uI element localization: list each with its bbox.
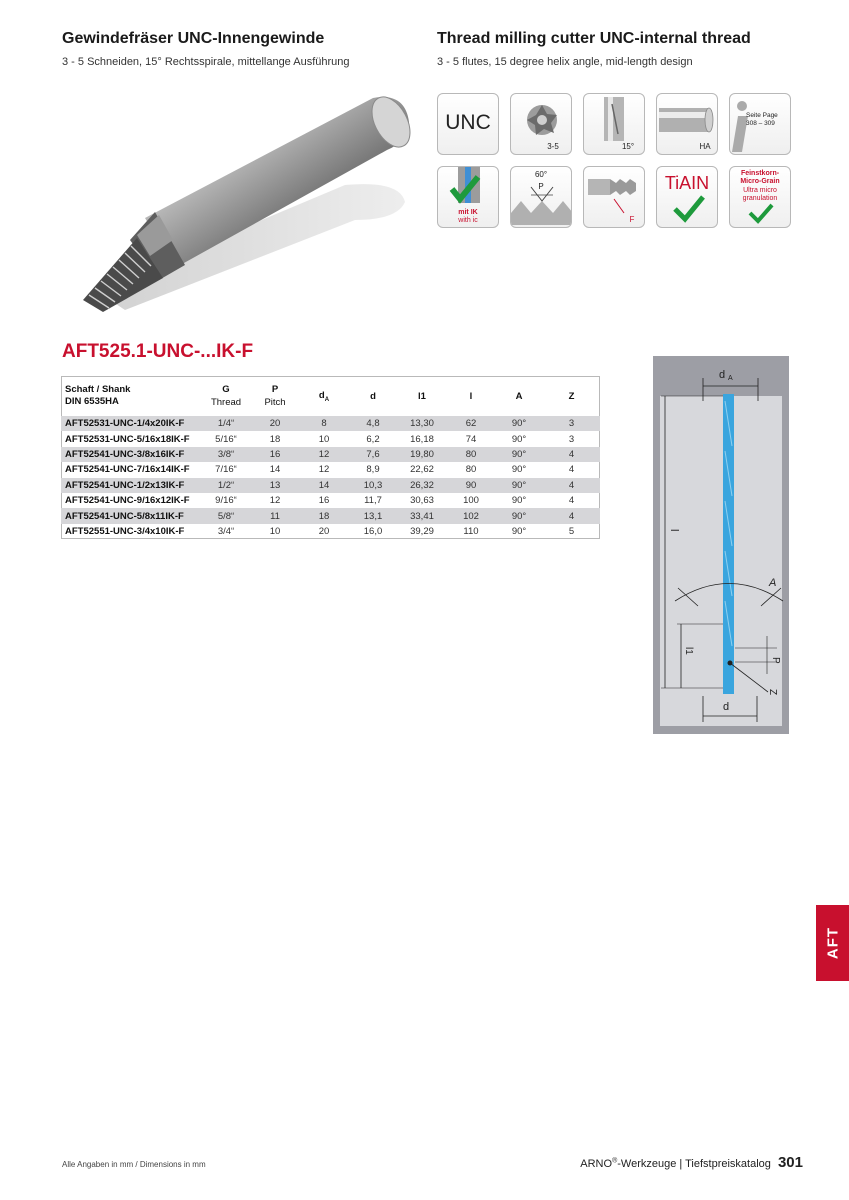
cell-z: 4 xyxy=(543,478,600,493)
angle-label: 60° xyxy=(534,170,548,179)
l-text: l xyxy=(668,529,680,532)
cell-da: 14 xyxy=(299,478,349,493)
cell-g: 5/8“ xyxy=(201,508,251,523)
da-label: d xyxy=(318,389,325,401)
grain-de-1: Feinstkorn- xyxy=(740,170,780,177)
cell-d: 8,9 xyxy=(366,464,380,476)
check-icon xyxy=(657,167,718,228)
cell-d: 6,2 xyxy=(366,433,380,445)
cell-l: 90 xyxy=(447,478,495,493)
cell-p: 13 xyxy=(251,478,299,493)
micro-grain-icon xyxy=(729,166,791,228)
cell-l1: 13,30 xyxy=(397,416,447,431)
cell-d: 11,7 xyxy=(364,495,382,507)
coating-icon xyxy=(656,166,718,228)
cell-l1: 33,41 xyxy=(397,508,447,523)
col-da xyxy=(299,376,349,416)
cell-p: 11 xyxy=(251,508,299,523)
product-code: AFT525.1-UNC-...IK-F xyxy=(62,341,254,362)
internal-coolant-icon xyxy=(437,166,499,228)
table-row xyxy=(61,447,600,462)
flutes-icon xyxy=(510,93,572,155)
cell-a: 90° xyxy=(511,464,527,476)
info-page-icon xyxy=(729,93,791,155)
cell-p: 10 xyxy=(269,525,281,537)
cell-d: 4,8 xyxy=(349,416,397,431)
cell-p: 16 xyxy=(251,447,299,462)
col-d: d xyxy=(370,390,376,402)
l1-text: l1 xyxy=(683,647,694,655)
cell-l: 102 xyxy=(447,508,495,523)
pitch-label: P xyxy=(538,182,544,191)
helix-label: 15° xyxy=(621,142,635,151)
cell-a: 90° xyxy=(511,525,527,537)
cell-z: 4 xyxy=(543,447,600,462)
cell-l1: 30,63 xyxy=(410,495,434,507)
table-header-row xyxy=(61,376,600,416)
feature-icon-grid xyxy=(437,93,792,229)
helix-angle-icon xyxy=(583,93,645,155)
pitch-label: Pitch xyxy=(264,397,286,408)
da-text: d xyxy=(719,369,726,381)
thread-mill-photo xyxy=(55,90,420,320)
section-tab-label: AFT xyxy=(824,926,841,960)
cell-z: 3 xyxy=(568,433,575,445)
cell-code: AFT52541-UNC-1/2x13IK-F xyxy=(61,478,201,493)
cell-p: 20 xyxy=(251,416,299,431)
footer-dimensions-note: Alle Angaben in mm / Dimensions in mm xyxy=(62,1160,206,1169)
thread-label: Thread xyxy=(210,397,242,408)
din-label: DIN 6535HA xyxy=(65,396,119,407)
cell-g: 3/4“ xyxy=(217,525,235,537)
cell-g: 1/2“ xyxy=(201,478,251,493)
spec-table xyxy=(61,376,600,539)
cell-g: 9/16“ xyxy=(215,495,237,507)
cell-da: 10 xyxy=(318,433,330,445)
cell-a: 90° xyxy=(495,416,543,431)
table-row xyxy=(61,416,600,431)
cell-code: AFT52541-UNC-7/16x14IK-F xyxy=(65,464,190,476)
cell-p: 14 xyxy=(269,464,281,476)
col-p xyxy=(251,376,299,416)
cell-l1: 16,18 xyxy=(410,433,434,445)
cell-d: 16,0 xyxy=(363,525,383,537)
cell-z: 4 xyxy=(568,495,575,507)
col-g xyxy=(201,376,251,416)
shank-label: Schaft / Shank xyxy=(65,384,131,395)
d-text: d xyxy=(723,701,730,713)
p-label: P xyxy=(271,384,279,395)
cell-p: 12 xyxy=(269,495,281,507)
thread-profile-icon xyxy=(510,166,572,228)
cell-da: 12 xyxy=(299,447,349,462)
info-line-2: 308 – 309 xyxy=(746,120,775,127)
cell-d: 13,1 xyxy=(349,508,397,523)
brand-registered: ® xyxy=(612,1157,618,1165)
flutes-label: 3-5 xyxy=(547,142,559,151)
table-row xyxy=(61,524,600,539)
cell-l: 74 xyxy=(465,433,477,445)
info-line-1: Seite Page xyxy=(746,112,778,119)
unc-label: UNC xyxy=(445,111,491,134)
da-sub-text: A xyxy=(728,375,733,382)
grain-de-2: Micro-Grain xyxy=(740,178,780,185)
section-tab-aft xyxy=(816,905,849,981)
table-row xyxy=(61,478,600,493)
cell-z: 5 xyxy=(568,525,575,537)
footer-catalog xyxy=(580,1154,803,1171)
col-l: l xyxy=(469,390,473,402)
check-icon xyxy=(730,167,791,228)
brand-name: ARNO xyxy=(580,1158,613,1170)
p-text: P xyxy=(770,657,781,664)
form-icon xyxy=(583,166,645,228)
col-z: Z xyxy=(568,390,575,402)
cell-l1: 22,62 xyxy=(410,464,434,476)
cell-code: AFT52551-UNC-3/4x10IK-F xyxy=(65,525,185,537)
table-row xyxy=(61,508,600,523)
cell-l1: 39,29 xyxy=(410,525,434,537)
cell-a: 90° xyxy=(511,495,527,507)
grain-en-1: Ultra micro xyxy=(743,187,777,194)
cell-code: AFT52541-UNC-3/8x16IK-F xyxy=(61,447,201,462)
page-number: 301 xyxy=(777,1154,803,1171)
cell-z: 3 xyxy=(543,416,600,431)
cell-da: 12 xyxy=(318,464,330,476)
table-row xyxy=(61,462,600,477)
da-sub-label: A xyxy=(324,396,330,403)
dimension-drawing xyxy=(653,356,789,734)
cell-g: 1/4“ xyxy=(201,416,251,431)
cell-l: 80 xyxy=(465,464,477,476)
unc-thread-icon xyxy=(437,93,499,155)
grain-en-2: granulation xyxy=(742,195,778,202)
shank-ha-icon xyxy=(656,93,718,155)
cell-l: 110 xyxy=(463,525,479,537)
cell-l1: 26,32 xyxy=(397,478,447,493)
cell-code: AFT52541-UNC-9/16x12IK-F xyxy=(65,495,190,507)
cell-a: 90° xyxy=(495,447,543,462)
shank-label: HA xyxy=(699,142,711,151)
cell-l1: 19,80 xyxy=(397,447,447,462)
cell-l: 80 xyxy=(447,447,495,462)
g-label: G xyxy=(222,384,230,395)
coating-label: TiAIN xyxy=(664,173,710,193)
col-a: A xyxy=(515,390,523,402)
z-text: Z xyxy=(767,689,778,696)
cell-d: 10,3 xyxy=(349,478,397,493)
angle-text: A xyxy=(769,577,777,589)
table-row xyxy=(61,431,600,446)
cell-da: 20 xyxy=(318,525,330,537)
cell-da: 16 xyxy=(318,495,330,507)
coolant-de-label: mit IK xyxy=(458,209,478,216)
cell-l: 100 xyxy=(463,495,479,507)
cell-z: 4 xyxy=(568,464,575,476)
cell-z: 4 xyxy=(543,508,600,523)
cell-a: 90° xyxy=(511,433,527,445)
subtitle-english: 3 - 5 flutes, 15 degree helix angle, mid-length design xyxy=(437,56,693,68)
subtitle-german: 3 - 5 Schneiden, 15° Rechtsspirale, mittellange Ausführung xyxy=(62,56,350,68)
col-shank xyxy=(61,376,201,416)
cell-p: 18 xyxy=(269,433,281,445)
title-english: Thread milling cutter UNC-internal thread xyxy=(437,30,751,47)
cell-a: 90° xyxy=(495,508,543,523)
cell-da: 8 xyxy=(299,416,349,431)
table-row xyxy=(61,493,600,508)
cell-l: 62 xyxy=(447,416,495,431)
coolant-en-label: with ic xyxy=(458,217,478,224)
cell-da: 18 xyxy=(299,508,349,523)
col-l1: l1 xyxy=(418,390,426,402)
cell-g: 5/16“ xyxy=(215,433,237,445)
cell-code: AFT52541-UNC-5/8x11IK-F xyxy=(61,508,201,523)
cell-d: 7,6 xyxy=(349,447,397,462)
workpiece-bore xyxy=(660,396,782,726)
form-label: F xyxy=(629,215,635,224)
cell-a: 90° xyxy=(495,478,543,493)
title-german: Gewindefräser UNC-Innengewinde xyxy=(62,30,325,47)
cell-code: AFT52531-UNC-1/4x20IK-F xyxy=(61,416,201,431)
catalog-name: -Werkzeuge | Tiefstpreiskatalog xyxy=(617,1158,771,1170)
cell-code: AFT52531-UNC-5/16x18IK-F xyxy=(65,433,190,445)
cell-g: 7/16“ xyxy=(215,464,237,476)
cell-g: 3/8“ xyxy=(201,447,251,462)
tool-body xyxy=(723,394,734,694)
